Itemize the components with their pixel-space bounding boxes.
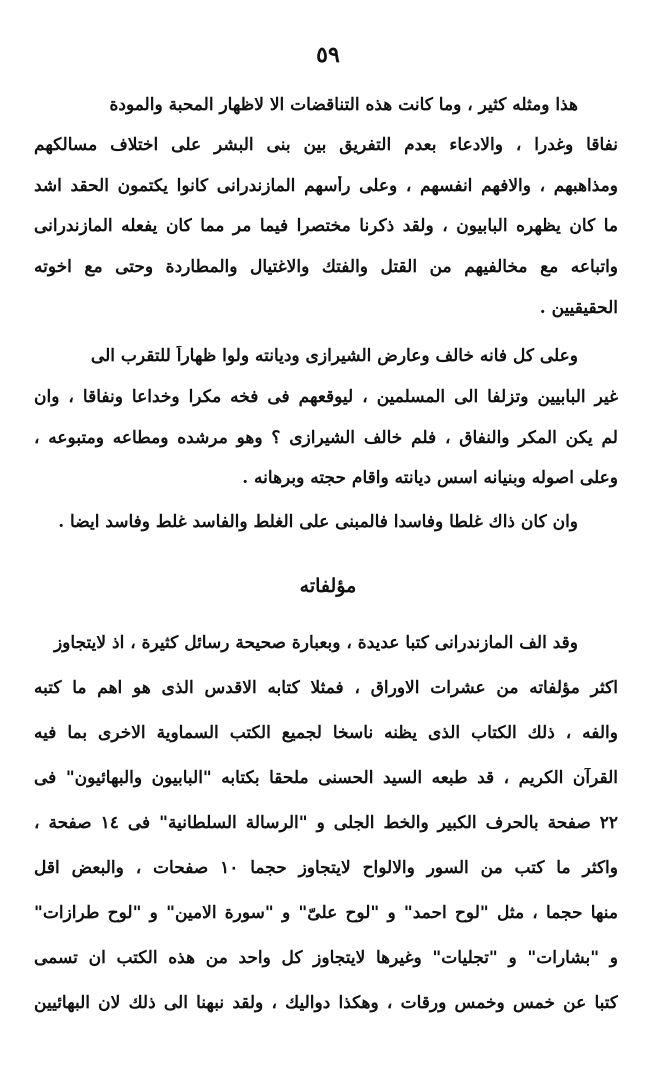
- paragraph-line: وان كان ذاك غلطا وفاسدا فالمبنى على الغلط والفاسد غلط وفاسد ايضا .: [58, 512, 578, 532]
- section-line: اكثر مؤلفاته من عشرات الاوراق ، فمثلا كتابه الاقدس الذى هو اهم ما كتبه: [34, 678, 618, 698]
- paragraph-line: ما كان يظهره البابيون ، ولقد ذكرنا مختصرا فيما مر مما كان يفعله المازندرانى: [34, 216, 618, 236]
- paragraph-line: هذا ومثله كثير ، وما كانت هذه التناقضات الا لاظهار المحبة والمودة: [109, 95, 578, 115]
- section-line: ٢٢ صفحة بالحرف الكبير والخط الجلى و "الرسالة السلطانية" فى ١٤ صفحة ،: [34, 813, 618, 833]
- section-line: وقد الف المازندرانى كتبا عديدة ، وبعبارة صحيحة رسائل كثيرة ، اذ لايتجاوز: [53, 633, 578, 653]
- section-heading: مؤلفاته: [299, 575, 357, 597]
- paragraph-3: [34, 512, 618, 542]
- paragraph-line: واتباعه مع مخالفيهم من القتل والفتك والاغتيال والمطاردة وحتى مع اخوته: [34, 257, 618, 277]
- paragraph-1: [34, 95, 618, 335]
- paragraph-2: [34, 346, 618, 506]
- paragraph-line: نفاقا وغدرا ، والادعاء بعدم التفريق بين بنى البشر على اختلاف مسالكهم: [34, 135, 618, 155]
- paragraph-line: وعلى كل فانه خالف وعارض الشيرازى وديانته ولوا ظهاراً للتقرب الى: [90, 346, 578, 366]
- section-line: منها حجما ، مثل "لوح احمد" و "لوح علىّ" و "سورة الامين" و "لوح طرازات": [34, 903, 618, 923]
- section-line: والفه ، ذلك الكتاب الذى يظنه ناسخا لجميع الكتب السماوية الاخرى بما فيه: [34, 723, 618, 743]
- paragraph-line: ومذاهبهم ، والافهم انفسهم ، وعلى رأسهم المازندرانى كانوا يكتمون الحقد اشد: [34, 176, 618, 196]
- page-number: ٥٩: [316, 42, 340, 68]
- section-body: [34, 633, 618, 1053]
- section-line: واكثر ما كتب من السور والالواح لايتجاوز حجما ١٠ صفحات ، والبعض اقل: [34, 858, 618, 878]
- section-line: القرآن الكريم ، قد طبعه السيد الحسنى ملحقا بكتابه "البابيون والبهائيون" فى: [34, 768, 618, 788]
- paragraph-line: غير البابيين وتزلفا الى المسلمين ، ليوقعهم فى فخه مكرا وخداعا ونفاقا ، وان: [34, 387, 618, 407]
- paragraph-line: وعلى اصوله وبنيانه اسس ديانته واقام حجته وبرهانه .: [242, 468, 618, 488]
- paragraph-line: الحقيقيين .: [539, 298, 618, 318]
- paragraph-line: لم يكن المكر والنفاق ، فلم خالف الشيرازى ؟ وهو مرشده ومطاعه ومتبوعه ،: [34, 428, 618, 448]
- section-line: و "بشارات" و "تجليات" وغيرها لايتجاوز كل واحد من هذه الكتب ان تسمى: [34, 948, 618, 968]
- section-line: كتبا عن خمس وخمس ورقات ، وهكذا دواليك ، ولقد نبهنا الى ذلك لان البهائيين: [34, 993, 618, 1013]
